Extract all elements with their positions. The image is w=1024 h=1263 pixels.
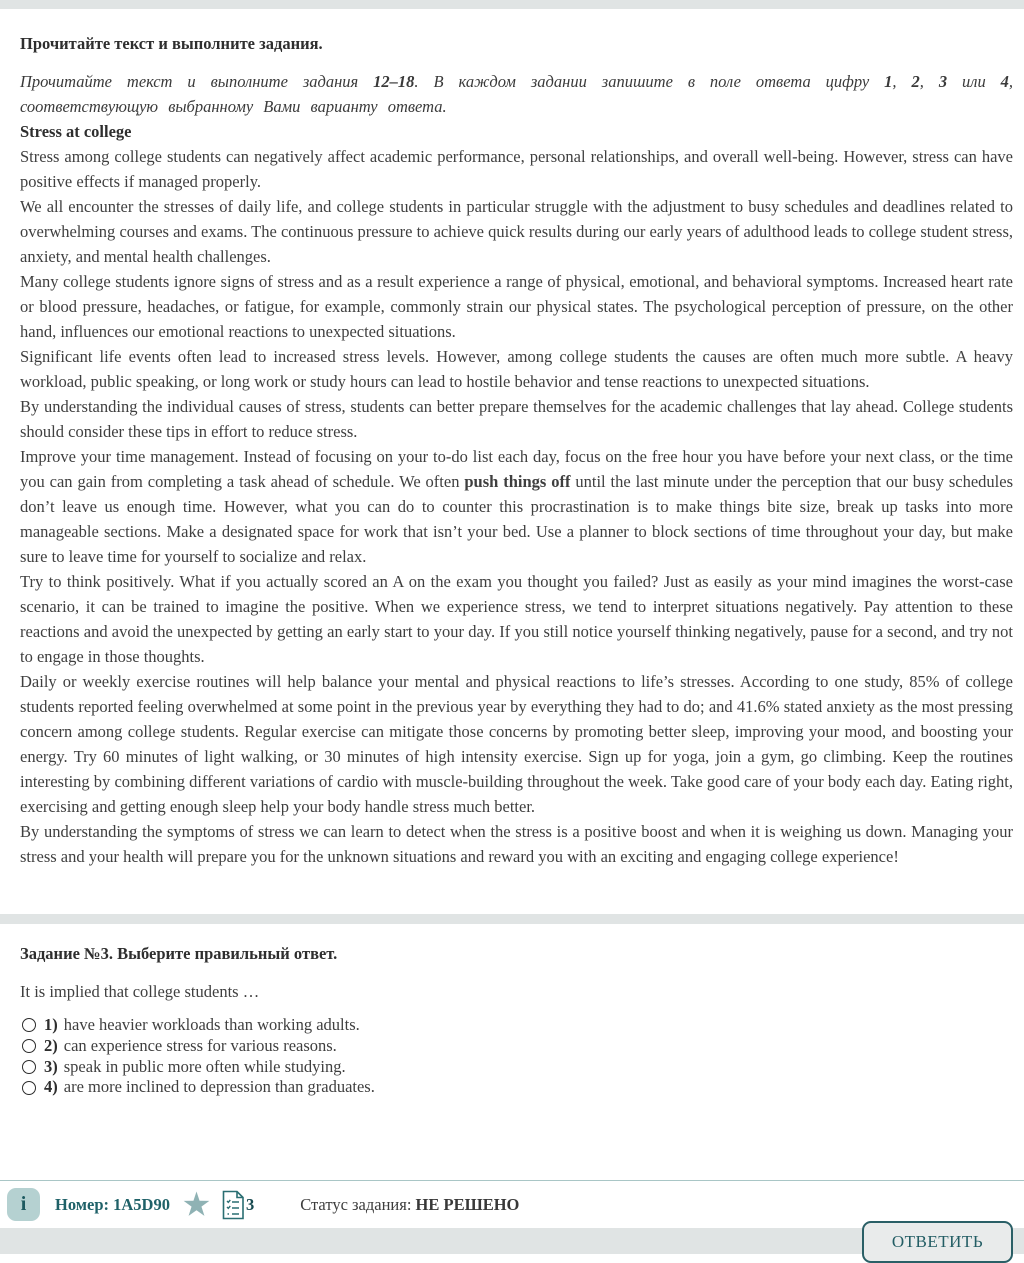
status-label: Статус задания: [300, 1194, 412, 1214]
answer-button[interactable]: ОТВЕТИТЬ [862, 1221, 1013, 1263]
article-paragraph: We all encounter the stresses of daily life, and college students in particular struggle with the adjustment to busy schedules and deadlines related to overwhelming courses and exams. The continuous pressure to achieve quick results during our early years of adulthood leads to college student stress, anxiety, and mental health challenges. [20, 197, 1013, 266]
instructions-text: Прочитайте текст и выполните задания 12–18. В каждом задании запишите в поле ответа цифру 1, 2, 3 или 4, соответствующую выбранному Вами варианту ответа. [20, 72, 1014, 116]
article-title: Stress at college [20, 122, 132, 141]
article-paragraph: Daily or weekly exercise routines will help balance your mental and physical reactions to life’s stresses. According to one study, 85% of college students reported feeling overwhelmed at some point in the previous year by everything they had to do; and 41.6% stated anxiety as the most pressing concern among college students. Regular exercise can mitigate those concerns by promoting better sleep, improving your mood, and boosting your energy. Try 60 minutes of light walking, or 30 minutes of high intensity exercise. Sign up for yoga, join a gym, go climbing. Keep the routines interesting by combining different variations of cardio with muscle-building throughout the week. Take good care of your body each day. Eating right, exercising and getting enough sleep help your body handle stress much better. [20, 672, 1013, 816]
option-number: 3) [44, 1056, 58, 1076]
option-number: 4) [44, 1077, 58, 1097]
task-count: 3 [245, 1194, 255, 1214]
task-number-label: Номер: [55, 1194, 110, 1214]
task-number-value: 1A5D90 [113, 1194, 170, 1214]
status-badge: НЕ РЕШЕНО [415, 1194, 520, 1214]
task-number [55, 1195, 170, 1215]
section-divider [0, 914, 1024, 924]
reading-section [0, 31, 1024, 869]
radio-button-2[interactable] [22, 1039, 36, 1053]
option-text: have heavier workloads than working adults. [63, 1015, 360, 1034]
task-status [300, 1195, 519, 1215]
task-list-link[interactable] [221, 1190, 254, 1220]
article-paragraph: Try to think positively. What if you actually scored an A on the exam you thought you failed? Just as easily as your mind imagines the worst-case scenario, it can be trained to imagine the positive. When we experience stress, we tend to interpret situations negatively. Pay attention to these reactions and avoid the unexpected by getting an early start to your day. If you still notice yourself thinking negatively, pause for a second, and try not to engage in those thoughts. [20, 572, 1013, 666]
radio-button-4[interactable] [22, 1081, 36, 1095]
task-question: It is implied that college students … [20, 982, 260, 1001]
option-text: are more inclined to depression than graduates. [63, 1077, 375, 1097]
option-number: 2) [44, 1035, 58, 1055]
article-paragraph: By understanding the symptoms of stress we can learn to detect when the stress is a positive boost and when it is weighing us down. Managing your stress and your health will prepare you for the unknown situations and reward you with an exciting and engaging college experience! [20, 822, 1013, 866]
favorite-star-icon[interactable] [182, 1191, 211, 1218]
info-icon[interactable]: i [7, 1188, 40, 1221]
answer-option-2[interactable] [20, 1036, 1013, 1057]
answer-option-1[interactable] [20, 1015, 1013, 1036]
radio-button-1[interactable] [22, 1018, 36, 1032]
article-paragraph: Many college students ignore signs of stress and as a result experience a range of physical, emotional, and behavioral symptoms. Increased heart rate or blood pressure, headaches, or fatigue, for example, commonly strain our physical states. The psychological perception of pressure, on the other hand, influences our emotional reactions to unexpected situations. [20, 272, 1013, 341]
radio-button-3[interactable] [22, 1060, 36, 1074]
article-paragraph: Improve your time management. Instead of focusing on your to-do list each day, focus on the free hour you have before your next class, or the time you can gain from completing a task ahead of schedule. We often push things off until the last minute under the perception that our busy schedules don’t leave us enough time. However, what you can do to counter this procrastination is to make things bite size, break up tasks into more manageable sections. Make a designated space for work that isn’t your bed. Use a planner to block sections of time throughout your day, but make sure to leave time for yourself to socialize and relax. [20, 447, 1013, 566]
tasks-document-icon [221, 1190, 245, 1220]
task-title: Задание №3. Выберите правильный ответ. [20, 944, 338, 963]
instructions-title: Прочитайте текст и выполните задания. [20, 34, 323, 53]
answer-option-3[interactable] [20, 1057, 1013, 1078]
article-paragraph: By understanding the individual causes of stress, students can better prepare themselves for the academic challenges that lay ahead. College students should consider these tips in effort to reduce stress. [20, 397, 1013, 441]
article-paragraph: Stress among college students can negatively affect academic performance, personal relationships, and overall well-being. However, stress can have positive effects if managed properly. [20, 147, 1013, 191]
article-paragraph: Significant life events often lead to increased stress levels. However, among college students the causes are often much more subtle. A heavy workload, public speaking, or long work or study hours can lead to hostile behavior and tense reactions to unexpected situations. [20, 347, 1013, 391]
option-text: speak in public more often while studying. [63, 1056, 346, 1076]
top-strip [0, 0, 1024, 9]
article-text [20, 119, 1013, 869]
answer-option-4[interactable] [20, 1077, 1013, 1098]
option-number: 1) [44, 1015, 58, 1034]
task-section [0, 941, 1024, 1098]
option-text: can experience stress for various reasons. [63, 1035, 337, 1055]
options-list [20, 1015, 1013, 1098]
